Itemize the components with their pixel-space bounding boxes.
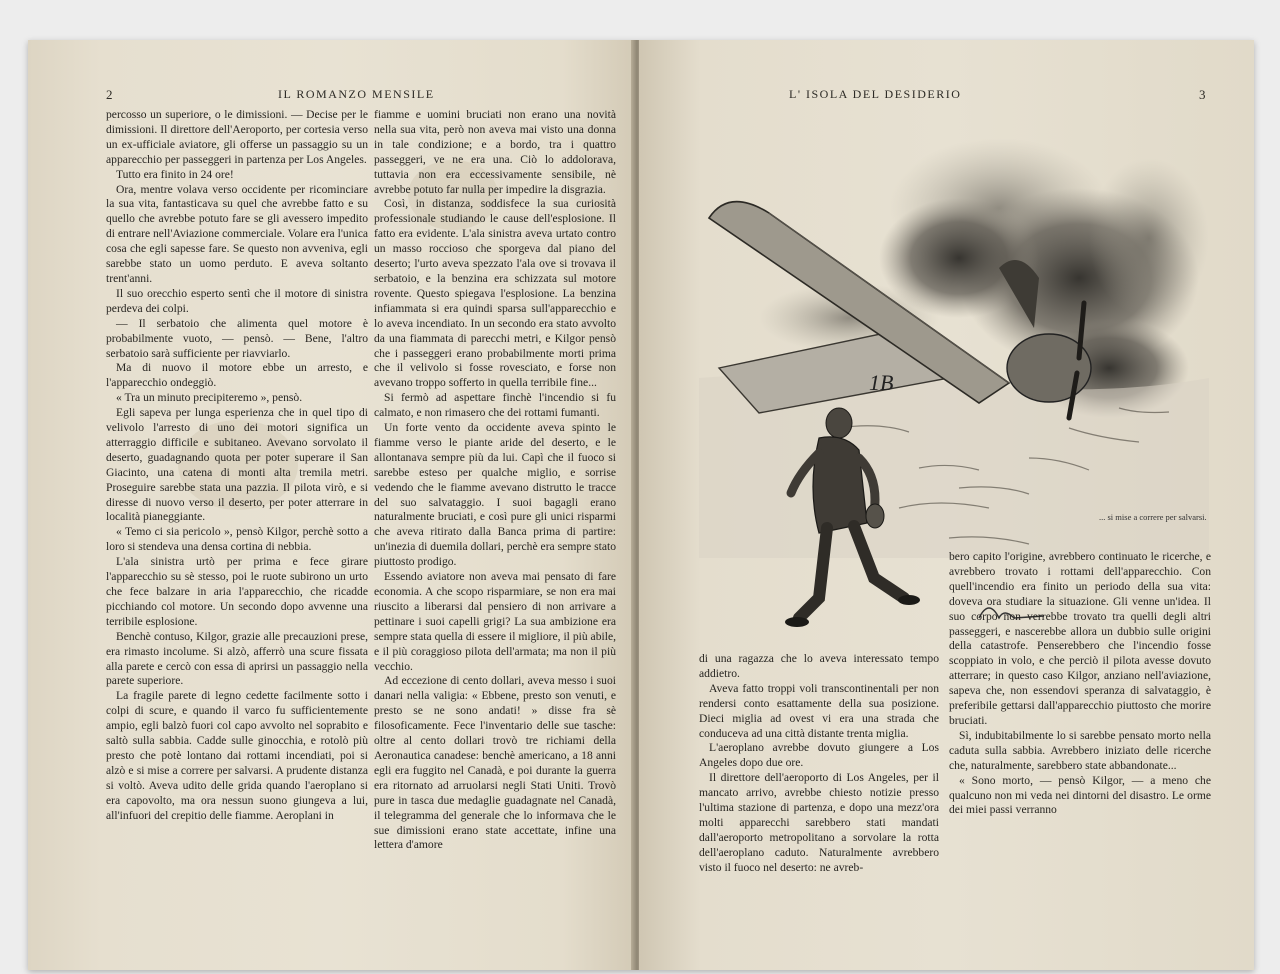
paragraph: La fragile parete di legno cedette facilmente sotto i colpi di scure, e quando il varco fu sufficientemente ampio, egli balzò fuori col capo avvolto nel soprabito e saltò sulla sabbia. Cadde sulle ginocchia, e rotolò più presto che potè lontano dai rottami incendiati, poi si alzò e si mise a correre per salvarsi. A prudente distanza si voltò. Aveva udito delle grida quando l'aeroplano si era capovolto, ma ora nessun suono giungeva a lui, all'infuori del crepitio delle fiamme. Aeroplani in — [106, 689, 368, 822]
paragraph: Ora, mentre volava verso occidente per ricominciare la sua vita, fantasticava su quel che avrebbe fatto e su quello che avrebbe potuto fare se gli avessero impedito di entrare nell'Aviazione commerciale. Volare era l'unica cosa che egli sapesse fare. Se questo non avveniva, egli sarebbe stato un uomo perduto. E aveva soltanto trent'anni. — [106, 182, 368, 285]
paragraph: bero capito l'origine, avrebbero continuato le ricerche, e avrebbero trovato i rottami dell'apparecchio. Con quell'incendio era finito un periodo della sua vita: doveva ora studiare la situazione. Gli venne un'idea. Il suo corpo non verrebbe trovato tra quelli degli altri passeggeri, e nascerebbe allora un dubbio sulle origini della catastrofe. Penserebbero che l'incendio fosse scoppiato in volo, e che perciò il pilota avesse dovuto atterrare; in questo caso Kilgor, anziano nell'aviazione, sapeva che, non essendovi speranza di salvataggio, è preferibile gettarsi dall'apparecchio piuttosto che morire bruciati. — [949, 550, 1211, 727]
paragraph: Sì, indubitabilmente lo si sarebbe pensato morto nella caduta sulla sabbia. Avrebbero iniziato delle ricerche che, naturalmente, sarebbero state abbandonate... — [949, 728, 1211, 772]
paragraph: Si fermò ad aspettare finchè l'incendio si fu calmato, e non rimasero che dei rottami fumanti. — [374, 391, 616, 420]
illustration-caption: ... si mise a correre per salvarsi. — [1099, 512, 1207, 522]
open-booklet — [28, 40, 1254, 970]
page-number: 3 — [1199, 87, 1206, 102]
paragraph: — Il serbatoio che alimenta quel motore è probabilmente vuoto, — pensò. — Bene, l'altro serbatoio sarà sufficiente per riavviarlo. — [106, 316, 368, 360]
text-column-1 — [106, 108, 368, 948]
page-number: 2 — [106, 87, 113, 102]
paragraph: Ad eccezione di cento dollari, aveva messo i suoi danari nella valigia: « Ebbene, presto son venuti, e presto se ne sono andati! » disse fra sè filosoficamente. Fece l'inventario delle sue tasche: oltre al cento dollari trovò tre richiami della Aeronautica canadese: benchè americano, a 18 anni egli era fuggito nel Canadà, e poi durante la guerra era ritornato ad arruolarsi negli Stati Uniti. Trovò pure in tasca due medaglie guadagnate nel Canadà, il telegramma del generale che lo informava che le sue dimissioni erano state accettate, infine una lettera d'amore — [374, 674, 616, 852]
left-page — [28, 40, 635, 970]
paragraph: Il direttore dell'aeroporto di Los Angeles, per il mancato arrivo, avrebbe chiesto notizie presso l'ultima stazione di partenza, e dopo una mezz'ora molti apparecchi sarebbero stati mandati dall'aeroporto metropolitano a sorvolare la rotta dell'aeroplano caduto. Naturalmente avrebbero visto il fuoco nel deserto: ne avreb- — [699, 771, 939, 874]
text-column-2 — [949, 550, 1211, 950]
text-column-2 — [374, 108, 616, 948]
paragraph: Così, in distanza, soddisfece la sua curiosità professionale studiando le cause dell'esplosione. Il fatto era evidente. L'ala sinistra aveva urtato contro un masso roccioso che sporgeva dal piano del deserto; l'urto aveva spezzato l'ala ove si trovava il serbatoio, e la benzina era schizzata sul motore rovente. Questo spiegava l'esplosione. La benzina infiammata si era quindi sparsa sull'apparecchio e lo aveva incendiato. In un secondo era stato avvolto da una fiammata di parecchi metri, e Kilgor pensò che i passeggeri erano probabilmente morti prima che il velivolo si fosse rovesciato, e forse non avevano troppo sofferto in quella terribile fine... — [374, 197, 616, 390]
paragraph: percosso un superiore, o le dimissioni. — Decise per le dimissioni. Il direttore dell'Aeroporto, per cortesia verso un ex-ufficiale aviatore, gli offerse un passaggio su un apparecchio per passeggeri in partenza per Los Angeles. — [106, 108, 368, 166]
paragraph: Benchè contuso, Kilgor, grazie alle precauzioni prese, era rimasto incolume. Si alzò, afferrò una scure fissata alla parete e cercò con essa di aprirsi un passaggio nella parete superiore. — [106, 629, 368, 688]
paragraph: fiamme e uomini bruciati non erano una novità nella sua vita, però non aveva mai visto una donna in tale condizione; e a bordo, tra i quattro passeggeri, ve ne era una. Ciò lo addolorava, tuttavia non era eccessivamente sensibile, nè avrebbe potuto far nulla per impedire la disgrazia. — [374, 108, 616, 196]
paragraph: Ma di nuovo il motore ebbe un arresto, e l'apparecchio ondeggiò. — [106, 361, 368, 390]
paragraph: « Sono morto, — pensò Kilgor, — a meno che qualcuno non mi veda nei dintorni del disastro. Le orme dei miei passi verranno — [949, 773, 1211, 817]
running-head: L' ISOLA DEL DESIDERIO — [789, 87, 962, 101]
paragraph: L'aeroplano avrebbe dovuto giungere a Los Angeles dopo due ore. — [699, 741, 939, 770]
running-head: IL ROMANZO MENSILE — [278, 87, 435, 101]
paragraph: Aveva fatto troppi voli transcontinentali per non rendersi conto esattamente della sua posizione. Dieci miglia ad ovest vi era una strada che conduceva ad una città distante trenta miglia. — [699, 681, 939, 740]
paragraph: « Temo ci sia pericolo », pensò Kilgor, perchè sotto a loro si stendeva una densa cortina di nebbia. — [106, 525, 368, 554]
text-column-1 — [699, 652, 939, 952]
paragraph: Un forte vento da occidente aveva spinto le fiamme verso le piante aride del deserto, e le allontanava sempre più da lui. Capì che il fuoco si sarebbe esteso per qualche miglio, e sorrise vedendo che le fiamme avevano distrutto le tracce del suo salvataggio. I suoi bagagli erano naturalmente bruciati, e così pure gli unici risparmi che aveva ritirato dalla Banca prima di partire: un'inezia di duemila dollari, perchè era sempre stato piuttosto prodigo. — [374, 421, 616, 569]
paragraph: di una ragazza che lo aveva interessato tempo addietro. — [699, 652, 939, 680]
paragraph: L'ala sinistra urtò per prima e fece girare l'apparecchio su sè stesso, poi le ruote subirono un urto che fece balzare in aria l'apparecchio, che ricadde picchiando col motore. Un secondo dopo avvenne una terribile esplosione. — [106, 555, 368, 628]
paragraph: Il suo orecchio esperto sentì che il motore di sinistra perdeva dei colpi. — [106, 286, 368, 315]
plane-marking: 1B — [869, 370, 894, 395]
right-page — [639, 40, 1254, 970]
paragraph: Essendo aviatore non aveva mai pensato di fare economia. A che scopo risparmiare, se non era mai riuscito a liberarsi dal pensiero di non arrivare a pettinare i suoi capelli grigi? La sua ambizione era sempre stata quella di essere il migliore, il più abile, e il più coraggioso pilota dell'armata; ma non il più vecchio. — [374, 570, 616, 673]
paragraph: Egli sapeva per lunga esperienza che in quel tipo di velivolo l'arresto di uno dei motori significa un atterraggio difficile e subitaneo. Avevano sorvolato il deserto, guadagnando quota per poter superare il San Giacinto, una catena di monti alta tremila metri. Proseguire sarebbe stata una pazzia. Il pilota virò, e si diresse di nuovo verso il deserto, per poter atterrare in località pianeggiante. — [106, 406, 368, 524]
paragraph: « Tra un minuto precipiteremo », pensò. — [116, 391, 303, 405]
paragraph: Tutto era finito in 24 ore! — [116, 167, 234, 181]
